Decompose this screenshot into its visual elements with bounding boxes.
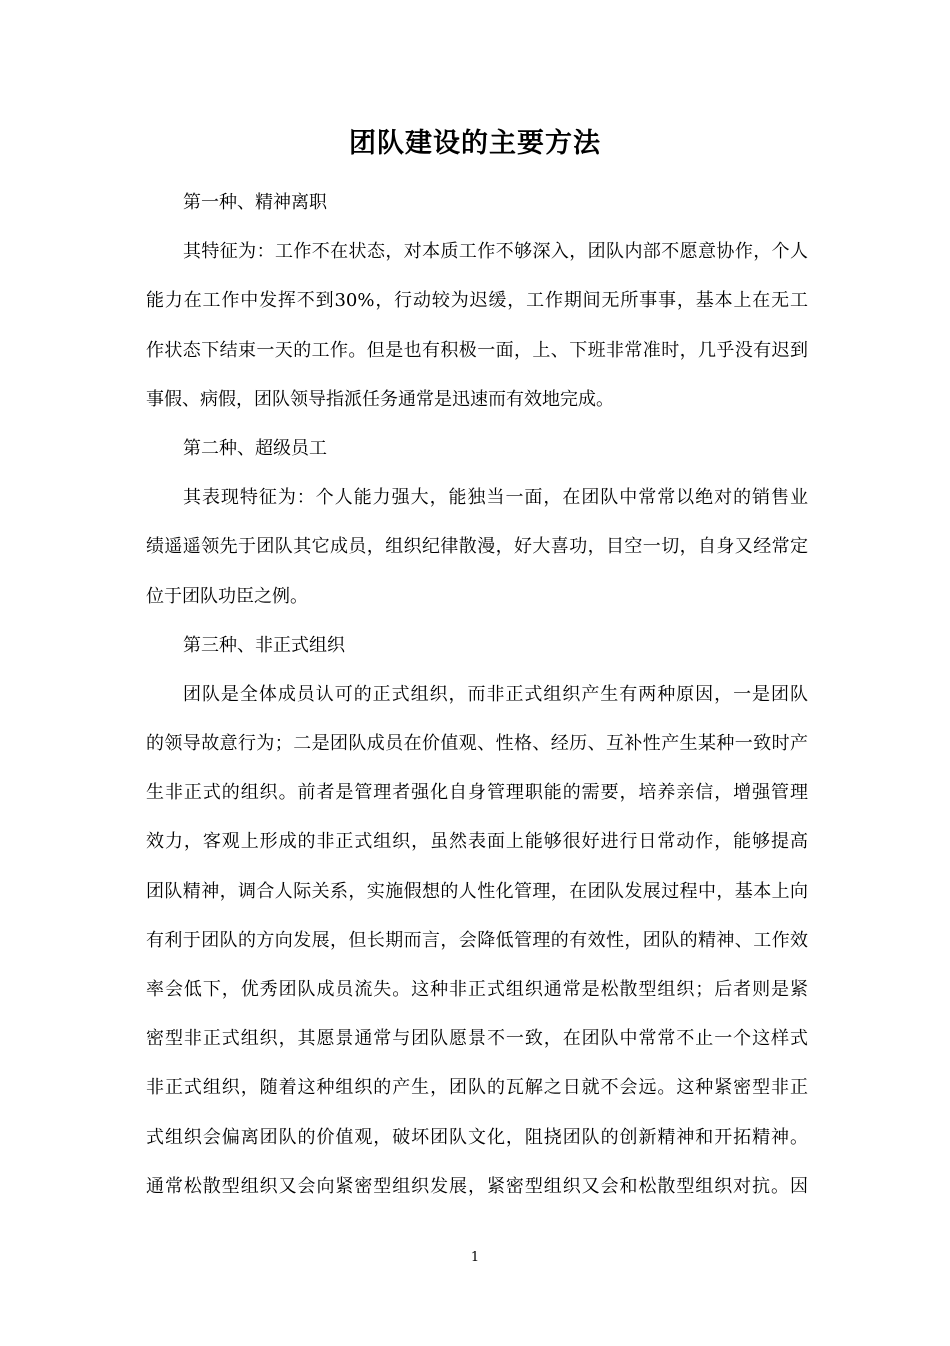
paragraph-line: 率会低下，优秀团队成员流失。这种非正式组织通常是松散型组织；后者则是紧: [146, 979, 808, 1000]
document-body: [146, 178, 808, 1211]
paragraph-line: 其特征为：工作不在状态，对本质工作不够深入，团队内部不愿意协作，个人: [183, 241, 808, 263]
paragraph-line: 密型非正式组织，其愿景通常与团队愿景不一致，在团队中常常不止一个这样式: [146, 1028, 808, 1050]
paragraph-line: 式组织会偏离团队的价值观，破坏团队文化，阻挠团队的创新精神和开拓精神。: [146, 1126, 808, 1148]
paragraph-line: 绩遥遥领先于团队其它成员，组织纪律散漫，好大喜功，目空一切，自身又经常定: [146, 536, 808, 558]
document-title: 团队建设的主要方法: [349, 128, 601, 159]
paragraph-line: 有利于团队的方向发展，但长期而言，会降低管理的有效性，团队的精神、工作效: [146, 929, 808, 951]
paragraph-line: 能力在工作中发挥不到30%，行动较为迟缓，工作期间无所事事，基本上在无工: [146, 290, 808, 312]
paragraph-line: 位于团队功臣之例。: [146, 585, 308, 607]
paragraph-line: 团队精神，调合人际关系，实施假想的人性化管理，在团队发展过程中，基本上向: [146, 880, 808, 902]
paragraph-line: 事假、病假，团队领导指派任务通常是迅速而有效地完成。: [146, 388, 614, 410]
section-heading: 第二种、超级员工: [183, 437, 327, 459]
paragraph-line: 通常松散型组织又会向紧密型组织发展，紧密型组织又会和松散型组织对抗。因: [146, 1175, 808, 1197]
paragraph-line: 的领导故意行为；二是团队成员在价值观、性格、经历、互补性产生某种一致时产: [146, 733, 808, 755]
page-number: 1: [470, 1250, 480, 1265]
paragraph-line: 效力，客观上形成的非正式组织，虽然表面上能够很好进行日常动作，能够提高: [146, 831, 808, 853]
paragraph-line: 生非正式的组织。前者是管理者强化自身管理职能的需要，培养亲信，增强管理: [146, 782, 808, 804]
paragraph-line: 作状态下结束一天的工作。但是也有积极一面，上、下班非常准时，几乎没有迟到: [146, 339, 808, 361]
paragraph-line: 非正式组织，随着这种组织的产生，团队的瓦解之日就不会远。这种紧密型非正: [146, 1077, 808, 1099]
section-heading: 第一种、精神离职: [183, 192, 327, 213]
section-heading: 第三种、非正式组织: [183, 634, 345, 656]
paragraph-line: 团队是全体成员认可的正式组织，而非正式组织产生有两种原因，一是团队: [183, 683, 808, 705]
paragraph-line: 其表现特征为：个人能力强大，能独当一面，在团队中常常以绝对的销售业: [183, 487, 808, 509]
